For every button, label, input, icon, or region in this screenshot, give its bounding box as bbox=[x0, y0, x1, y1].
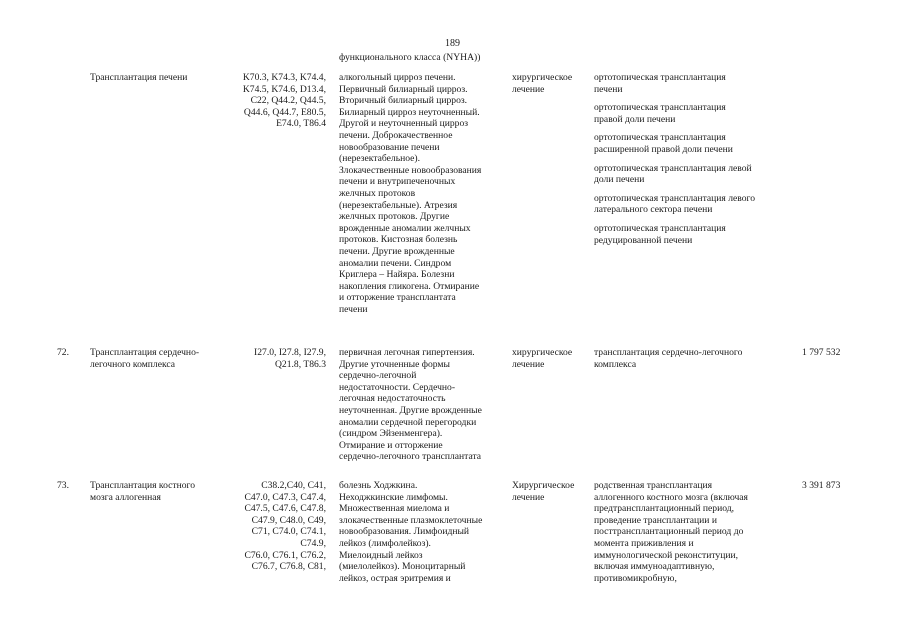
text-line: C76.7, C76.8, C81, bbox=[251, 561, 326, 573]
text-line: (нерезектабельные). Атрезия bbox=[339, 199, 458, 211]
method-item bbox=[594, 72, 786, 95]
text-line: Q21.8, T86.3 bbox=[275, 358, 326, 370]
text-line: включая иммуноадаптивную, bbox=[594, 561, 715, 573]
text-line: Хирургическое bbox=[512, 480, 575, 491]
text-line: ортотопическая трансплантация левого bbox=[594, 192, 756, 204]
text-line: и отторжение трансплантата bbox=[339, 292, 456, 304]
text-line: аномалии сердечной перегородки bbox=[339, 416, 477, 428]
text-line: новообразования. Лимфоидный bbox=[339, 526, 470, 538]
treatment-methods bbox=[594, 72, 786, 246]
text-line: протоков. Кистозная болезнь bbox=[339, 234, 458, 246]
text-line: Миелоидный лейкоз bbox=[339, 549, 423, 561]
method-item bbox=[594, 223, 786, 246]
text-line: противомикробную, bbox=[594, 572, 677, 584]
text-line: печени. Другие врожденные bbox=[339, 245, 455, 257]
text-line: ортотопическая трансплантация bbox=[594, 132, 726, 144]
icd-codes bbox=[222, 347, 326, 370]
text-line: ортотопическая трансплантация bbox=[594, 222, 726, 234]
text-line: недостаточности. Сердечно- bbox=[339, 381, 456, 393]
text-line: Другие уточненные формы bbox=[339, 358, 450, 370]
text-line: накопления гликогена. Отмирание bbox=[339, 280, 480, 292]
text-line: K70.3, K74.3, K74.4, bbox=[242, 72, 326, 83]
text-line: ортотопическая трансплантация левой bbox=[594, 162, 752, 174]
text-line: Трансплантация сердечно- bbox=[90, 347, 200, 358]
text-line: врожденные аномалии желчных bbox=[339, 222, 471, 234]
text-line: сердечно-легочной bbox=[339, 370, 417, 382]
text-line: Криглера – Найяра. Болезни bbox=[339, 269, 455, 281]
text-line: Вторичный билиарный цирроз. bbox=[339, 95, 468, 107]
text-line: момента приживления и bbox=[594, 537, 694, 549]
text-line: лечение bbox=[512, 491, 545, 503]
text-line: легочная недостаточность bbox=[339, 393, 446, 405]
text-line: неуточненная. Другие врожденные bbox=[339, 404, 482, 416]
method-item bbox=[594, 347, 786, 370]
text-line: E74.0, T86.4 bbox=[276, 118, 326, 130]
text-line: Q44.6, Q44.7, E80.5, bbox=[243, 106, 326, 118]
text-line: редуцированной печени bbox=[594, 234, 693, 246]
text-line: легочного комплекса bbox=[90, 358, 176, 370]
text-line: лейкоз (лимфолейкоз). bbox=[339, 537, 431, 549]
text-line: лечение bbox=[512, 83, 545, 95]
diagnosis-text bbox=[339, 72, 504, 315]
text-line: C22, Q44.2, Q44.5, bbox=[250, 95, 326, 107]
text-line: посттрансплантационный период до bbox=[594, 526, 744, 538]
method-item bbox=[594, 480, 786, 584]
row-number: 73. bbox=[57, 480, 69, 491]
cost-value: 1 797 532 bbox=[802, 347, 841, 358]
text-line: (нерезектабельное). bbox=[339, 153, 420, 165]
treatment-type bbox=[512, 347, 590, 370]
method-item bbox=[594, 163, 786, 186]
text-line: аномалии печени. Синдром bbox=[339, 257, 452, 269]
text-line: хирургическое bbox=[512, 72, 573, 83]
method-item bbox=[594, 193, 786, 216]
treatment-methods bbox=[594, 480, 786, 584]
text-line: Трансплантация печени bbox=[90, 72, 188, 83]
text-line: Неходжкинские лимфомы. bbox=[339, 491, 448, 503]
text-line: Первичный билиарный цирроз. bbox=[339, 83, 468, 95]
icd-codes bbox=[222, 480, 326, 573]
treatment-methods bbox=[594, 347, 786, 370]
method-item bbox=[594, 102, 786, 125]
text-line: предтрансплантационный период, bbox=[594, 503, 735, 515]
text-line: алкогольный цирроз печени. bbox=[339, 72, 456, 83]
text-line: (миелолейкоз). Моноцитарный bbox=[339, 561, 466, 573]
icd-codes bbox=[222, 72, 326, 130]
text-line: Билиарный цирроз неуточненный. bbox=[339, 106, 480, 118]
text-line: иммунологической реконституции, bbox=[594, 549, 739, 561]
text-line: Злокачественные новообразования bbox=[339, 164, 482, 176]
text-line: мозга аллогенная bbox=[90, 491, 161, 503]
row-number: 72. bbox=[57, 347, 69, 358]
text-line: печени. Доброкачественное bbox=[339, 129, 453, 141]
text-line: новообразование печени bbox=[339, 141, 440, 153]
header-fragment: функционального класса (NYHA)) bbox=[339, 52, 481, 63]
text-line: C76.0, C76.1, C76.2, bbox=[244, 549, 326, 561]
text-line: хирургическое bbox=[512, 347, 573, 358]
procedure-name bbox=[90, 347, 220, 370]
treatment-type bbox=[512, 480, 590, 503]
text-line: злокачественные плазмоклеточные bbox=[339, 514, 483, 526]
text-line: доли печени bbox=[594, 174, 645, 186]
text-line: C38.2,C40, C41, bbox=[261, 480, 326, 491]
treatment-type bbox=[512, 72, 590, 95]
text-line: лечение bbox=[512, 358, 545, 370]
text-line: C47.5, C47.6, C47.8, bbox=[244, 503, 326, 515]
text-line: печени и внутрипеченочных bbox=[339, 176, 456, 188]
text-line: I27.0, I27.8, I27.9, bbox=[254, 347, 326, 358]
text-line: правой доли печени bbox=[594, 113, 676, 125]
text-line: печени bbox=[594, 83, 623, 95]
text-line: комплекса bbox=[594, 358, 637, 370]
text-line: родственная трансплантация bbox=[594, 480, 713, 491]
text-line: ортотопическая трансплантация bbox=[594, 102, 726, 114]
text-line: проведение трансплантации и bbox=[594, 514, 717, 526]
diagnosis-text bbox=[339, 347, 504, 463]
text-line: K74.5, K74.6, D13.4, bbox=[242, 83, 326, 95]
text-line: Другой и неуточненный цирроз bbox=[339, 118, 469, 130]
diagnosis-text bbox=[339, 480, 504, 584]
text-line: первичная легочная гипертензия. bbox=[339, 347, 475, 358]
cost-value: 3 391 873 bbox=[802, 480, 841, 491]
text-line: желчных протоков. Другие bbox=[339, 211, 450, 223]
text-line: C74.9, bbox=[300, 537, 326, 549]
text-line: расширенной правой доли печени bbox=[594, 143, 733, 155]
text-line: печени bbox=[339, 303, 368, 315]
method-item bbox=[594, 132, 786, 155]
text-line: сердечно-легочного трансплантата bbox=[339, 451, 482, 463]
text-line: C71, C74.0, C74.1, bbox=[251, 526, 326, 538]
text-line: Трансплантация костного bbox=[90, 480, 195, 491]
text-line: Отмирание и отторжение bbox=[339, 439, 443, 451]
text-line: латерального сектора печени bbox=[594, 204, 713, 216]
procedure-name bbox=[90, 480, 220, 503]
text-line: (синдром Эйзенменгера). bbox=[339, 428, 443, 440]
text-line: C47.0, C47.3, C47.4, bbox=[244, 491, 326, 503]
procedure-name bbox=[90, 72, 220, 84]
page-number: 189 bbox=[445, 38, 460, 49]
text-line: лейкоз, острая эритремия и bbox=[339, 572, 451, 584]
text-line: аллогенного костного мозга (включая bbox=[594, 491, 748, 503]
text-line: Множественная миелома и bbox=[339, 503, 450, 515]
text-line: трансплантация сердечно-легочного bbox=[594, 347, 743, 358]
text-line: ортотопическая трансплантация bbox=[594, 72, 726, 83]
text-line: C47.9, C48.0, C49, bbox=[251, 514, 326, 526]
text-line: болезнь Ходжкина. bbox=[339, 480, 418, 491]
text-line: желчных протоков bbox=[339, 187, 416, 199]
